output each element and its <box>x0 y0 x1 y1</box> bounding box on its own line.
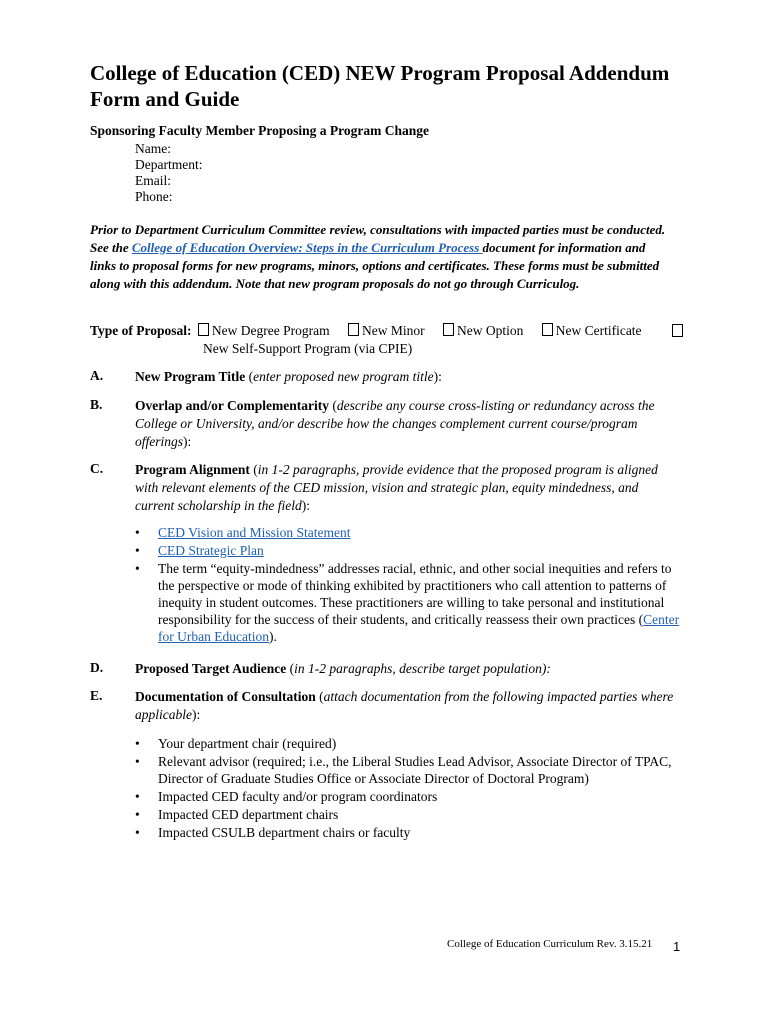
page-title: College of Education (CED) NEW Program Proposal Addendum Form and Guide <box>90 61 670 111</box>
section-e-heading: Documentation of Consultation <box>135 689 316 704</box>
self-support-label: New Self-Support Program (via CPIE) <box>203 341 413 356</box>
consultation-item-text: Impacted CED department chairs <box>158 807 339 822</box>
list-item: • Impacted CED department chairs <box>135 807 339 822</box>
alignment-bullet-list <box>135 524 690 646</box>
section-e-note: attach documentation from the following impacted parties where applicable <box>135 689 674 722</box>
phone-field-label: Phone: <box>135 189 173 204</box>
email-field-label: Email: <box>135 173 171 188</box>
curriculum-process-link[interactable]: College of Education Overview: Steps in the Curriculum Process <box>131 240 483 255</box>
self-support-checkbox[interactable] <box>672 324 683 337</box>
equity-mindedness-text: The term “equity-mindedness” addresses racial, ethnic, and other social inequities and refers to the perspective or mode of thinking exhibited by practitioners who call attention to patterns of inequity in student outcomes. These practitioners are willing to take personal and institutional responsibility for the success of their students, and critically reassess their own practices <box>158 561 672 627</box>
section-d-heading: Proposed Target Audience <box>135 661 287 676</box>
footer-revision: College of Education Curriculum Rev. 3.15.21 <box>447 938 653 950</box>
section-c-letter: C. <box>90 461 104 476</box>
list-item: • Your department chair (required) <box>135 736 337 751</box>
prior-consultation-note <box>90 221 670 293</box>
consultation-item-text: Impacted CED faculty and/or program coordinators <box>158 789 438 804</box>
list-item: • CED Strategic Plan <box>135 543 264 558</box>
new-degree-checkbox[interactable] <box>198 323 209 336</box>
section-c-note: in 1-2 paragraphs, provide evidence that the proposed program is aligned with relevant elements of the CED mission, vision and strategic plan, equity mindedness, and current scholarship in the field <box>135 462 658 513</box>
prior-text-after: document for information and links to proposal forms for new programs, minors, options and certificates. These forms must be submitted along with this addendum. Note that new program proposals do not go through Curriculog. <box>90 240 660 291</box>
consultation-bullet-list <box>135 735 690 842</box>
center-urban-education-link[interactable]: Center for Urban Education <box>158 612 680 644</box>
list-item: • Impacted CSULB department chairs or faculty <box>135 825 411 840</box>
section-a-heading: New Program Title <box>135 369 246 384</box>
section-d-note: in 1-2 paragraphs, describe target population): <box>294 661 551 676</box>
new-minor-checkbox[interactable] <box>348 323 359 336</box>
consultation-item-text: Your department chair (required) <box>158 736 337 751</box>
new-certificate-label: New Certificate <box>555 323 642 338</box>
section-b-letter: B. <box>90 397 103 412</box>
list-item: • Impacted CED faculty and/or program coordinators <box>135 789 438 804</box>
type-of-proposal-label: Type of Proposal: <box>90 323 192 338</box>
section-d-body: Proposed Target Audience (in 1-2 paragraphs, describe target population): <box>135 661 551 676</box>
consultation-item-text: Relevant advisor (required; i.e., the Liberal Studies Lead Advisor, Associate Director of TPAC, Director of Graduate Studies Office or Associate Director of Doctoral Program) <box>158 754 672 786</box>
strategic-plan-link[interactable]: CED Strategic Plan <box>158 543 264 558</box>
list-item: • The term “equity-mindedness” addresses racial, ethnic, and other social inequities and refers to the perspective or mode of thinking exhibited by practitioners who call attention to patterns of inequity in student outcomes. These practitioners are willing to take personal and institutional responsibility for the success of their students, and critically reassess their own practices (Center for Urban Education). <box>135 561 680 644</box>
new-option-checkbox[interactable] <box>443 323 454 336</box>
section-b-body: Overlap and/or Complementarity (describe any course cross-listing or redundancy across the College or University, and/or describe how the changes complement current course/program offerings): <box>135 398 655 449</box>
section-c-heading: Program Alignment <box>135 462 250 477</box>
name-field-label: Name: <box>135 141 171 156</box>
list-item: • Relevant advisor (required; i.e., the Liberal Studies Lead Advisor, Associate Director of TPAC, Director of Graduate Studies Office or Associate Director of Doctoral Program) <box>135 754 672 786</box>
consultation-item-text: Impacted CSULB department chairs or faculty <box>158 825 411 840</box>
section-b-heading: Overlap and/or Complementarity <box>135 398 329 413</box>
department-field-label: Department: <box>135 157 203 172</box>
section-c-body: Program Alignment (in 1-2 paragraphs, provide evidence that the proposed program is aligned with relevant elements of the CED mission, vision and strategic plan, equity mindedness, and current scholarship in the field): <box>135 462 658 513</box>
prior-text-before: Prior to Department Curriculum Committee review, consultations with impacted parties must be conducted. See the <box>90 222 666 255</box>
new-degree-label: New Degree Program <box>211 323 330 338</box>
section-e-body: Documentation of Consultation (attach documentation from the following impacted parties where applicable): <box>135 689 674 722</box>
sponsor-heading: Sponsoring Faculty Member Proposing a Program Change <box>90 123 430 138</box>
new-option-label: New Option <box>456 323 524 338</box>
page-number: 1 <box>673 939 681 954</box>
list-item: • CED Vision and Mission Statement <box>135 525 351 540</box>
section-d-letter: D. <box>90 660 104 675</box>
new-minor-label: New Minor <box>361 323 425 338</box>
section-a-note: enter proposed new program title <box>253 369 434 384</box>
type-of-proposal-row <box>90 322 690 340</box>
section-a-body: New Program Title (enter proposed new program title): <box>135 369 442 384</box>
new-certificate-checkbox[interactable] <box>542 323 553 336</box>
section-a-letter: A. <box>90 368 104 383</box>
section-b-note: describe any course cross-listing or redundancy across the College or University, and/or describe how the changes complement current course/program offerings <box>135 398 655 449</box>
vision-mission-link[interactable]: CED Vision and Mission Statement <box>158 525 351 540</box>
section-e-letter: E. <box>90 688 103 703</box>
